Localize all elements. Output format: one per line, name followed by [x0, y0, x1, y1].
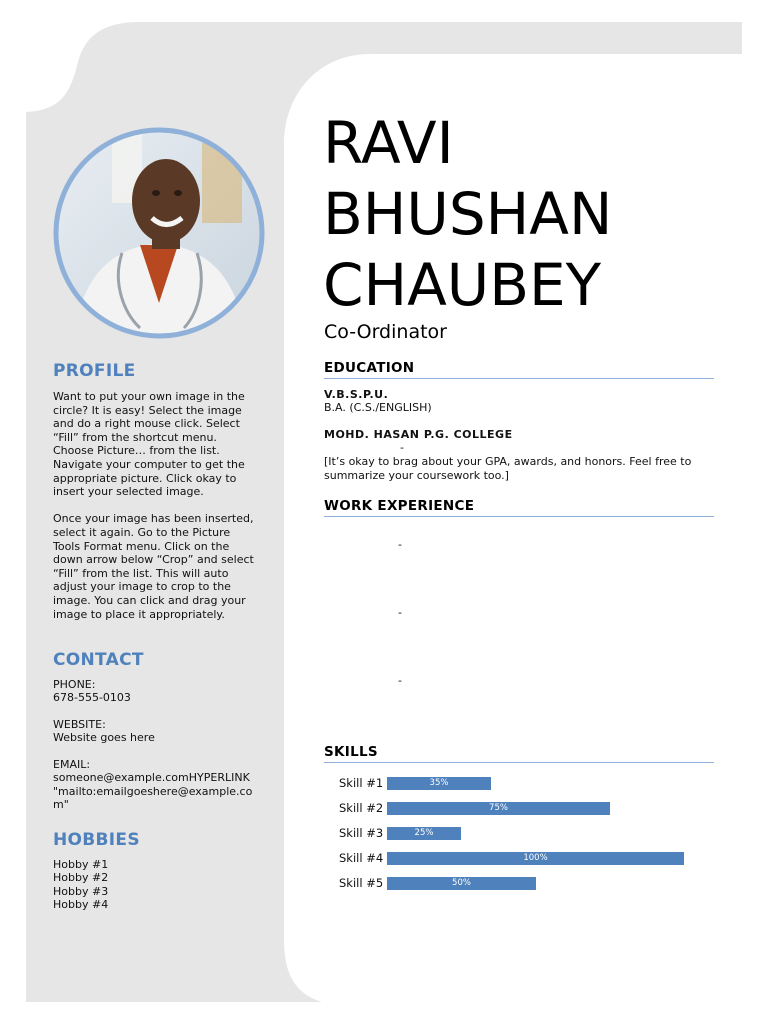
profile-photo — [52, 123, 266, 343]
skill-percent: 35% — [429, 778, 449, 788]
education-heading: EDUCATION — [324, 360, 714, 379]
skill-bar — [387, 802, 610, 815]
hobbies-heading: HOBBIES — [53, 830, 140, 850]
skill-label: Skill #3 — [339, 826, 384, 840]
phone-value: 678-555-0103 — [53, 691, 131, 704]
website-value[interactable]: Website goes here — [53, 731, 155, 744]
skills-heading: SKILLS — [324, 744, 714, 763]
profile-heading: PROFILE — [53, 361, 136, 381]
hobby-item: Hobby #3 — [53, 885, 109, 898]
email-value[interactable]: someone@example.comHYPERLINK "mailto:emailgoeshere@example.co m" — [53, 771, 253, 812]
name-line: BHUSHAN — [323, 180, 613, 248]
skill-label: Skill #4 — [339, 851, 384, 865]
skill-percent: 100% — [523, 853, 548, 863]
work-dash: - — [398, 538, 402, 551]
name-line: CHAUBEY — [323, 251, 602, 319]
website-label: WEBSITE: — [53, 718, 106, 731]
hobby-item: Hobby #2 — [53, 871, 109, 884]
skill-label: Skill #1 — [339, 776, 384, 790]
skill-bar — [387, 777, 491, 790]
education-note: [It’s okay to brag about your GPA, awards, and honors. Feel free to summarize your coursework too.] — [324, 455, 692, 482]
work-dash: - — [398, 674, 402, 687]
education-dash: - — [400, 441, 404, 454]
job-title: Co-Ordinator — [324, 321, 447, 343]
skill-label: Skill #5 — [339, 876, 384, 890]
skill-label: Skill #2 — [339, 801, 384, 815]
work-dash: - — [398, 606, 402, 619]
degree: B.A. (C.S./ENGLISH) — [324, 401, 432, 414]
phone-label: PHONE: — [53, 678, 96, 691]
skill-bar — [387, 827, 461, 840]
email-label: EMAIL: — [53, 758, 91, 771]
contact-heading: CONTACT — [53, 650, 144, 670]
skill-percent: 75% — [489, 803, 508, 813]
work-heading: WORK EXPERIENCE — [324, 498, 714, 517]
hobby-item: Hobby #4 — [53, 898, 109, 911]
hobby-item: Hobby #1 — [53, 858, 109, 871]
skill-percent: 25% — [414, 828, 434, 838]
school-name: MOHD. HASAN P.G. COLLEGE — [324, 428, 513, 441]
name-line: RAVI — [323, 109, 454, 177]
skill-bar — [387, 877, 536, 890]
skill-percent: 50% — [452, 878, 471, 888]
skill-bar — [387, 852, 684, 865]
school-name: V.B.S.P.U. — [324, 388, 389, 401]
person-name — [323, 108, 612, 321]
profile-text: Want to put your own image in the circle? It is easy! Select the image and do a right mouse click. Select “Fill” from the shortcut menu. Choose Picture… from the list. Navigate your computer to get the appropriate picture. Click okay to insert your selected image. Once your image has been inserted, select it again. Go to the Picture Tools Format menu. Click on the down arrow below “Crop” and select “Fill” from the list. This will auto adjust your image to crop to the image. You can click and drag your image to place it appropriately. — [53, 390, 254, 621]
